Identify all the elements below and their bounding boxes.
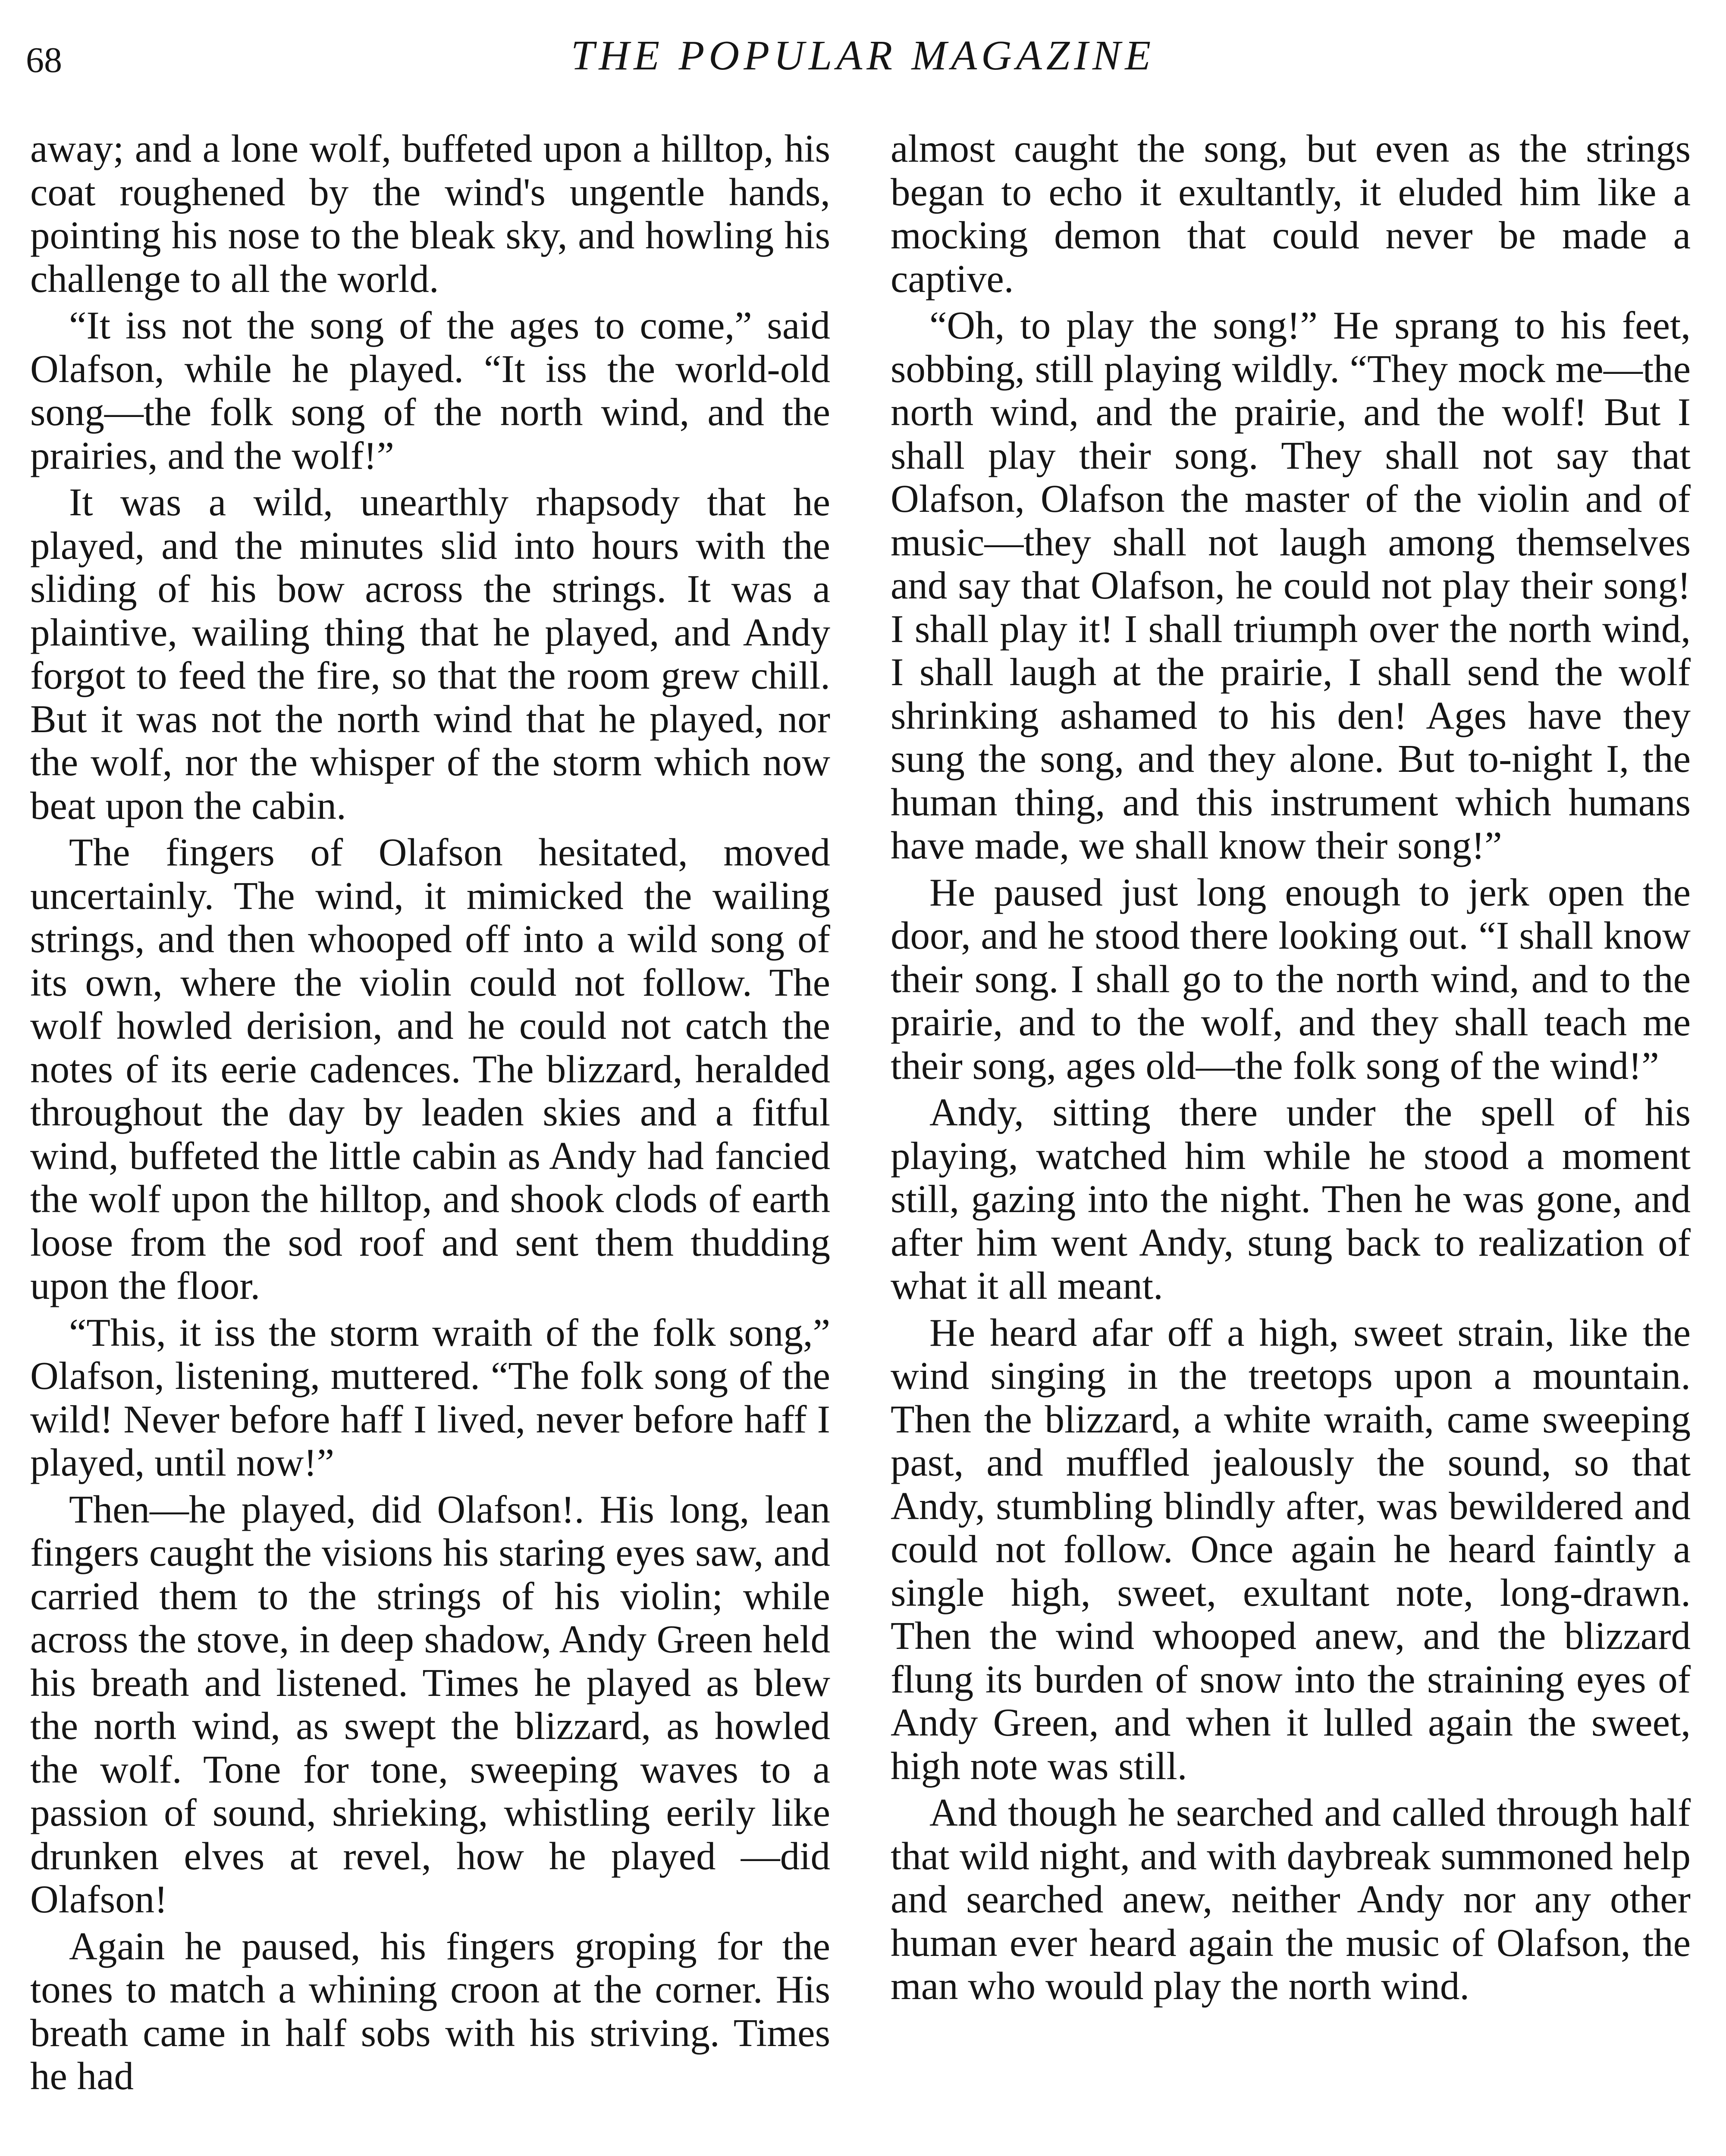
paragraph: Again he paused, his fingers groping for the tones to match a whining croon at the corner. His breath came in half sobs with his striving. Times he had xyxy=(30,1924,830,2098)
paragraph: The fingers of Olafson hesitated, moved uncertainly. The wind, it mimicked the wailing strings, and then whooped off into a wild song of its own, where the violin could not follow. The wolf howled derision, and he could not catch the notes of its eerie cadences. The blizzard, heralded throughout the day by leaden skies and a fitful wind, buffeted the little cabin as Andy had fancied the wolf upon the hilltop, and shook clods of earth loose from the sod roof and sent them thudding upon the floor. xyxy=(30,830,830,1307)
paragraph: “This, it iss the storm wraith of the folk song,” Olafson, listening, muttered. “The folk song of the wild! Never before haff I lived, never before haff I played, until now!” xyxy=(30,1310,830,1484)
page-header xyxy=(26,30,1700,99)
page-number: 68 xyxy=(26,40,62,80)
paragraph: “Oh, to play the song!” He sprang to his feet, sobbing, still playing wildly. “They mock me—the north wind, and the prairie, and the wolf! But I shall play their song. They shall not say that Olafson, Olafson the master of the violin and of music—they shall not laugh among themselves and say that Olafson, he could not play their song! I shall play it! I shall triumph over the north wind, I shall laugh at the prairie, I shall send the wolf shrinking ashamed to his den! Ages have they sung the song, and they alone. But to-night I, the human thing, and this instrument which humans have made, we shall know their song!” xyxy=(891,304,1691,867)
paragraph: away; and a lone wolf, buffeted upon a hilltop, his coat roughened by the wind's ungentle hands, pointing his nose to the bleak sky, and howling his challenge to all the world. xyxy=(30,127,830,301)
paragraph: Then—he played, did Olafson!. His long, lean fingers caught the visions his staring eyes saw, and carried them to the strings of his violin; while across the stove, in deep shadow, Andy Green held his breath and listened. Times he played as blew the north wind, as swept the blizzard, as howled the wolf. Tone for tone, sweeping waves to a passion of sound, shrieking, whistling eerily like drunken elves at revel, how he played —did Olafson! xyxy=(30,1487,830,1921)
running-head: THE POPULAR MAGAZINE xyxy=(571,32,1155,79)
left-column xyxy=(30,127,830,2102)
paragraph: It was a wild, unearthly rhapsody that he played, and the minutes slid into hours with the sliding of his bow across the strings. It was a plaintive, wailing thing that he played, and Andy forgot to feed the fire, so that the room grew chill. But it was not the north wind that he played, nor the wolf, nor the whisper of the storm which now beat upon the cabin. xyxy=(30,480,830,827)
paragraph: almost caught the song, but even as the strings began to echo it exultantly, it eluded him like a mocking demon that could never be made a captive. xyxy=(891,127,1691,301)
paragraph: He paused just long enough to jerk open the door, and he stood there looking out. “I shall know their song. I shall go to the north wind, and to the prairie, and to the wolf, and they shall teach me their song, ages old—the folk song of the wind!” xyxy=(891,870,1691,1087)
paragraph: “It iss not the song of the ages to come,” said Olafson, while he played. “It iss the world-old song—the folk song of the north wind, and the prairies, and the wolf!” xyxy=(30,304,830,477)
right-column xyxy=(891,127,1691,2012)
paragraph: Andy, sitting there under the spell of his playing, watched him while he stood a moment still, gazing into the night. Then he was gone, and after him went Andy, stung back to realization of what it all meant. xyxy=(891,1091,1691,1307)
paragraph: And though he searched and called through half that wild night, and with daybreak summoned help and searched anew, neither Andy nor any other human ever heard again the music of Olafson, the man who would play the north wind. xyxy=(891,1791,1691,2008)
paragraph: He heard afar off a high, sweet strain, like the wind singing in the treetops upon a mountain. Then the blizzard, a white wraith, came sweeping past, and muffled jealously the sound, so that Andy, stumbling blindly after, was bewildered and could not follow. Once again he heard faintly a single high, sweet, exultant note, long-drawn. Then the wind whooped anew, and the blizzard flung its burden of snow into the straining eyes of Andy Green, and when it lulled again the sweet, high note was still. xyxy=(891,1310,1691,1788)
